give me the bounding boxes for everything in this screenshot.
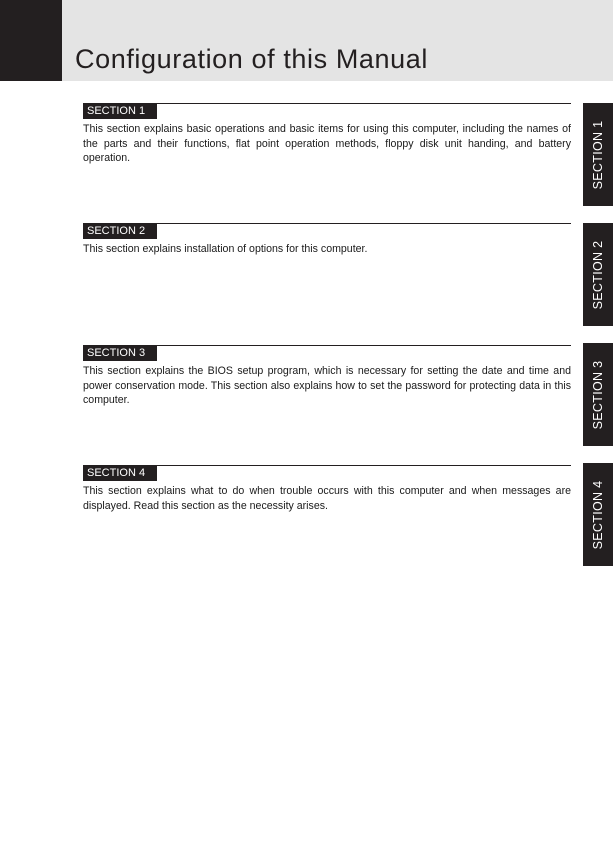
side-tab-section-2[interactable] [583,223,613,326]
section-label: SECTION 4 [83,466,157,481]
section-description: This section explains basic operations and basic items for using this computer, including the names of the parts and their functions, flat point operation methods, floppy disk unit handing, and battery operation. [83,123,571,165]
section-label: SECTION 2 [83,224,157,239]
corner-block [0,0,62,81]
side-tab-section-1[interactable] [583,103,613,206]
side-tab-label: SECTION 4 [591,480,605,549]
page-title: Configuration of this Manual [75,44,428,74]
section-description: This section explains the BIOS setup program, which is necessary for setting the date and time and power conservation mode. This section also explains how to set the password for protecting data in this computer. [83,365,571,407]
side-tab-label: SECTION 1 [591,120,605,189]
section-label: SECTION 1 [83,104,157,119]
section-description: This section explains what to do when trouble occurs with this computer and when messages are displayed. Read this section as the necessity arises. [83,485,571,512]
side-tab-label: SECTION 3 [591,360,605,429]
side-tab-section-4[interactable] [583,463,613,566]
side-tab-label: SECTION 2 [591,240,605,309]
section-description: This section explains installation of options for this computer. [83,243,368,255]
side-tab-section-3[interactable] [583,343,613,446]
section-label: SECTION 3 [83,346,157,361]
